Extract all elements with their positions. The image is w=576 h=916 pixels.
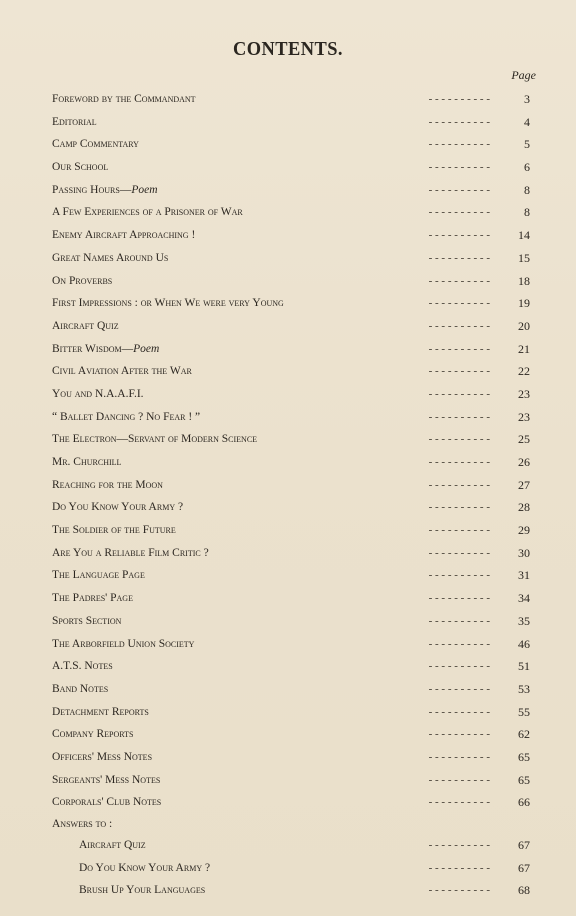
entry-title: The Electron—Servant of Modern Science <box>52 433 258 446</box>
contents-entry <box>52 746 530 769</box>
answers-entry <box>52 857 530 880</box>
contents-entry <box>52 383 530 406</box>
entry-title: Enemy Aircraft Approaching ! <box>52 229 196 242</box>
entry-page-number: 20 <box>518 318 530 333</box>
contents-entry <box>52 315 530 338</box>
entry-page-number: 65 <box>518 772 530 787</box>
entry-title: Civil Aviation After the War <box>52 365 192 378</box>
entry-page-number: 67 <box>518 860 530 875</box>
contents-entry <box>52 292 530 315</box>
entry-page-number: 55 <box>518 704 530 719</box>
contents-entry <box>52 791 530 814</box>
entry-title: Do You Know Your Army ? <box>79 861 211 874</box>
entry-title: Band Notes <box>52 682 109 695</box>
contents-entry <box>52 587 530 610</box>
entry-title: Bitter Wisdom—Poem <box>52 342 160 355</box>
entry-page-number: 22 <box>518 364 530 379</box>
dot-leader: - - - - - - - - - - <box>428 705 490 718</box>
contents-entry <box>52 678 530 701</box>
entry-title: Brush Up Your Languages <box>79 884 206 897</box>
contents-list <box>52 88 530 902</box>
entry-page-number: 26 <box>518 455 530 469</box>
entry-page-number: 5 <box>524 137 530 152</box>
contents-entry <box>52 179 530 202</box>
contents-entry <box>52 564 530 587</box>
entry-title: The Soldier of the Future <box>52 524 176 537</box>
entry-page-number: 23 <box>518 386 530 401</box>
entry-page-number: 27 <box>518 477 530 492</box>
entry-title: A.T.S. Notes <box>52 660 113 673</box>
dot-leader: - - - - - - - - - - <box>428 138 490 151</box>
dot-leader: - - - - - - - - - - <box>428 433 490 446</box>
entry-page-number: 30 <box>518 545 530 560</box>
entry-title: The Padres' Page <box>52 592 133 605</box>
entry-title: Sports Section <box>52 614 122 627</box>
dot-leader: - - - - - - - - - - <box>428 750 490 763</box>
entry-page-number: 28 <box>518 500 530 515</box>
entry-page-number: 62 <box>518 727 530 742</box>
dot-leader: - - - - - - - - - - <box>428 251 490 264</box>
dot-leader: - - - - - - - - - - <box>428 773 490 786</box>
entry-page-number: 35 <box>518 613 530 628</box>
contents-entry <box>52 428 530 451</box>
entry-title: Officers' Mess Notes <box>52 750 153 763</box>
dot-leader: - - - - - - - - - - <box>428 161 490 174</box>
entry-title: The Arborfield Union Society <box>52 637 195 650</box>
entry-title: Company Reports <box>52 728 134 741</box>
dot-leader: - - - - - - - - - - <box>428 839 490 851</box>
contents-entry <box>52 542 530 565</box>
entry-page-number: 53 <box>518 681 530 696</box>
dot-leader: - - - - - - - - - - <box>428 297 490 310</box>
entry-title: “ Ballet Dancing ? No Fear ! ” <box>52 410 201 423</box>
dot-leader: - - - - - - - - - - <box>428 115 490 128</box>
entry-page-number: 31 <box>518 568 530 583</box>
entry-page-number: 51 <box>518 659 530 674</box>
dot-leader: - - - - - - - - - - <box>428 682 490 695</box>
dot-leader: - - - - - - - - - - <box>428 410 490 423</box>
dot-leader: - - - - - - - - - - <box>428 456 490 468</box>
dot-leader: - - - - - - - - - - <box>428 728 490 741</box>
entry-page-number: 23 <box>518 409 530 424</box>
contents-entry <box>52 247 530 270</box>
contents-entry <box>52 769 530 792</box>
entry-page-number: 18 <box>518 273 530 288</box>
entry-title: First Impressions : or When We were very Young <box>52 297 284 310</box>
entry-page-number: 3 <box>524 92 530 106</box>
contents-entry <box>52 610 530 633</box>
entry-title: Detachment Reports <box>52 705 149 718</box>
entry-page-number: 46 <box>518 636 530 651</box>
dot-leader: - - - - - - - - - - <box>428 274 490 287</box>
entry-title: Do You Know Your Army ? <box>52 501 184 514</box>
entry-page-number: 6 <box>524 160 530 175</box>
entry-page-number: 67 <box>518 838 530 852</box>
dot-leader: - - - - - - - - - - <box>428 569 490 582</box>
dot-leader: - - - - - - - - - - <box>428 796 490 809</box>
entry-title: Aircraft Quiz <box>52 319 119 332</box>
entry-page-number: 21 <box>518 341 530 356</box>
entry-page-number: 29 <box>518 523 530 538</box>
entry-page-number: 15 <box>518 250 530 265</box>
entry-page-number: 68 <box>518 883 530 898</box>
dot-leader: - - - - - - - - - - <box>428 319 490 332</box>
contents-entry <box>52 701 530 724</box>
entry-page-number: 34 <box>518 591 530 606</box>
contents-entry <box>52 451 530 474</box>
entry-title: On Proverbs <box>52 274 113 287</box>
dot-leader: - - - - - - - - - - <box>428 524 490 537</box>
entry-title: Mr. Churchill <box>52 456 122 468</box>
dot-leader: - - - - - - - - - - <box>428 592 490 605</box>
dot-leader: - - - - - - - - - - <box>428 637 490 650</box>
entry-page-number: 8 <box>524 205 530 220</box>
entry-title: Foreword by the Commandant <box>52 93 196 105</box>
answers-heading: Answers to : <box>52 818 113 830</box>
contents-entry <box>52 156 530 179</box>
entry-title: Reaching for the Moon <box>52 478 163 491</box>
contents-entry <box>52 474 530 497</box>
dot-leader: - - - - - - - - - - <box>428 342 490 355</box>
contents-entry <box>52 224 530 247</box>
dot-leader: - - - - - - - - - - <box>428 229 490 242</box>
page-column-label: Page <box>511 68 536 82</box>
entry-title: Our School <box>52 161 109 174</box>
entry-page-number: 4 <box>524 114 530 129</box>
contents-entry <box>52 633 530 656</box>
entry-page-number: 25 <box>518 432 530 447</box>
dot-leader: - - - - - - - - - - <box>428 501 490 514</box>
entry-title: You and N.A.A.F.I. <box>52 387 144 400</box>
contents-entry <box>52 338 530 361</box>
entry-title-italic: Poem <box>133 342 160 355</box>
contents-entry <box>52 360 530 383</box>
contents-entry <box>52 88 530 111</box>
dot-leader: - - - - - - - - - - <box>428 387 490 400</box>
entry-page-number: 8 <box>524 182 530 197</box>
entry-page-number: 14 <box>518 228 530 243</box>
entry-title: Sergeants' Mess Notes <box>52 773 161 786</box>
dot-leader: - - - - - - - - - - <box>428 93 490 105</box>
entry-title: Are You a Reliable Film Critic ? <box>52 546 209 559</box>
dot-leader: - - - - - - - - - - <box>428 546 490 559</box>
dot-leader: - - - - - - - - - - <box>428 861 490 874</box>
dot-leader: - - - - - - - - - - <box>428 478 490 491</box>
answers-entry <box>52 834 530 857</box>
dot-leader: - - - - - - - - - - <box>428 614 490 627</box>
entry-page-number: 19 <box>518 296 530 311</box>
entry-page-number: 65 <box>518 749 530 764</box>
entry-title: Passing Hours—Poem <box>52 183 158 196</box>
entry-title: Corporals' Club Notes <box>52 796 162 809</box>
contents-entry <box>52 111 530 134</box>
contents-entry <box>52 723 530 746</box>
contents-entry <box>52 201 530 224</box>
dot-leader: - - - - - - - - - - <box>428 183 490 196</box>
entry-title: The Language Page <box>52 569 145 582</box>
dot-leader: - - - - - - - - - - <box>428 365 490 378</box>
entry-title: Editorial <box>52 115 97 128</box>
dot-leader: - - - - - - - - - - <box>428 660 490 673</box>
entry-title-italic: Poem <box>131 183 158 196</box>
contents-entry <box>52 133 530 156</box>
dot-leader: - - - - - - - - - - <box>428 206 490 219</box>
answers-entry <box>52 879 530 902</box>
contents-entry <box>52 496 530 519</box>
entry-title: Great Names Around Us <box>52 251 169 264</box>
entry-page-number: 66 <box>518 795 530 810</box>
entry-title: Camp Commentary <box>52 138 139 151</box>
contents-entry <box>52 270 530 293</box>
entry-title: A Few Experiences of a Prisoner of War <box>52 206 243 219</box>
dot-leader: - - - - - - - - - - <box>428 884 490 897</box>
contents-entry <box>52 655 530 678</box>
page-title: CONTENTS. <box>233 38 343 60</box>
entry-title: Aircraft Quiz <box>79 839 146 851</box>
contents-entry <box>52 406 530 429</box>
contents-entry <box>52 519 530 542</box>
